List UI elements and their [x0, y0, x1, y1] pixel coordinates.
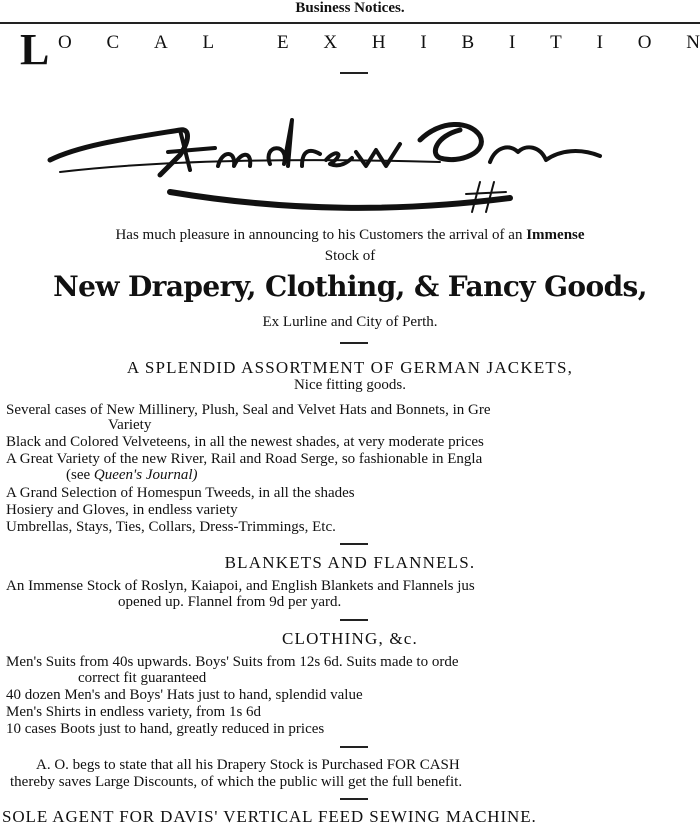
title-letter: I — [596, 32, 603, 53]
section2-line-2: opened up. Flannel from 9d per yard. — [118, 594, 342, 610]
list-item — [66, 467, 198, 484]
title-letter: T — [550, 32, 562, 53]
list-item: Black and Colored Velveteens, in all the newest shades, at very moderate prices — [6, 434, 484, 450]
section2-heading: BLANKETS AND FLANNELS. — [224, 553, 476, 572]
list-item: 10 cases Boots just to hand, greatly reduced in prices — [6, 721, 325, 737]
list-item: Umbrellas, Stays, Ties, Collars, Dress-Trimmings, Etc. — [6, 519, 336, 535]
short-rule — [340, 798, 368, 800]
headline: New Drapery, Clothing, & Fancy Goods, — [53, 270, 647, 303]
list-item: A Grand Selection of Homespun Tweeds, in all the shades — [6, 485, 355, 501]
title-letter: O — [58, 32, 72, 53]
list-item: Variety — [108, 417, 152, 433]
title-letter: C — [106, 32, 120, 53]
title-first-letter: L — [20, 25, 50, 74]
list-item: 40 dozen Men's and Boys' Hats just to hand, splendid value — [6, 687, 363, 703]
title-letter: H — [371, 32, 386, 53]
title-letter: B — [461, 32, 475, 53]
intro-text: Has much pleasure in announcing to his Customers the arrival of an — [115, 227, 523, 243]
intro-bold: Immense — [526, 227, 585, 243]
title-letter: O — [637, 32, 652, 53]
title-letter: E — [276, 32, 289, 53]
title-letter: I — [509, 32, 516, 53]
title-letter: A — [154, 32, 168, 53]
intro-line-1 — [0, 227, 700, 244]
list-item: Men's Shirts in endless variety, from 1s 6d — [6, 704, 262, 720]
section1-heading: A SPLENDID ASSORTMENT OF GERMAN JACKETS, — [126, 358, 574, 377]
title-letter: N — [686, 32, 700, 53]
signature-andrew-orr — [40, 100, 660, 220]
list-item: Several cases of New Millinery, Plush, Seal and Velvet Hats and Bonnets, in Gre — [6, 402, 491, 418]
title-spaced-letters — [58, 32, 700, 54]
title-letter: L — [202, 32, 215, 53]
footer-sole-agent: SOLE AGENT FOR DAVIS' VERTICAL FEED SEWING MACHINE. — [2, 807, 537, 826]
short-rule — [340, 543, 368, 545]
cash-notice-line-2: thereby saves Large Discounts, of which the public will get the full benefit. — [10, 774, 463, 790]
list-item: A Great Variety of the new River, Rail and Road Serge, so fashionable in Engla — [6, 451, 483, 467]
short-rule — [340, 342, 368, 344]
section2-line-1: An Immense Stock of Roslyn, Kaiapoi, and English Blankets and Flannels jus — [6, 578, 475, 594]
cash-notice-line-1: A. O. begs to state that all his Drapery Stock is Purchased FOR CASH — [36, 757, 460, 773]
ships-line: Ex Lurline and City of Perth. — [262, 314, 438, 330]
see-text: (see — [66, 467, 91, 483]
title-letter: X — [323, 32, 338, 53]
queens-journal: Queen's Journal) — [93, 467, 198, 483]
section1-sub: Nice fitting goods. — [293, 377, 407, 393]
top-divider — [0, 22, 700, 24]
intro-line-2: Stock of — [324, 248, 376, 264]
short-rule — [340, 72, 368, 74]
list-item: Hosiery and Gloves, in endless variety — [6, 502, 238, 518]
section-header: Business Notices. — [295, 0, 405, 16]
list-item: Men's Suits from 40s upwards. Boys' Suits from 12s 6d. Suits made to orde — [6, 654, 459, 670]
title-letter: I — [420, 32, 427, 53]
list-item: correct fit guaranteed — [78, 670, 207, 686]
section3-heading: CLOTHING, &c. — [282, 629, 418, 648]
short-rule — [340, 746, 368, 748]
short-rule — [340, 619, 368, 621]
